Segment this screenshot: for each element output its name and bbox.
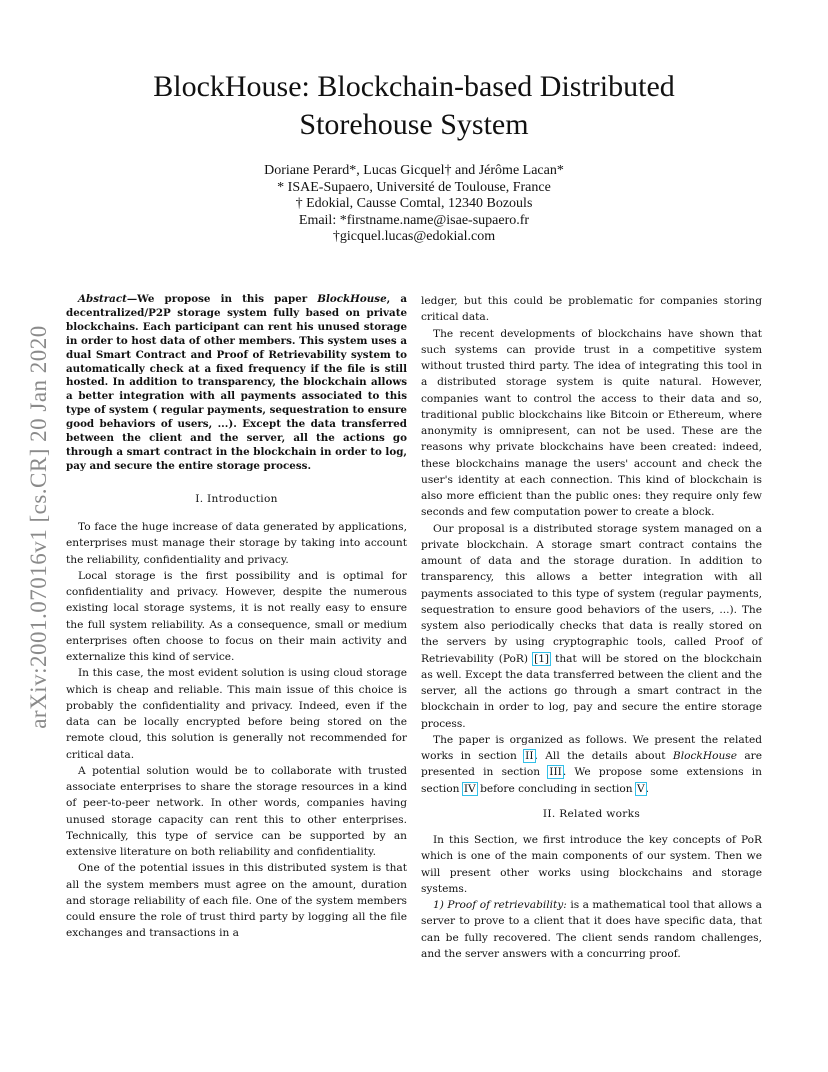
intro-p8-system-name: BlockHouse — [672, 750, 737, 762]
intro-p8-text-a: The paper is organized as follows. We present the related works in section — [421, 733, 762, 762]
intro-paragraph-7 — [421, 521, 762, 732]
abstract — [66, 293, 407, 474]
intro-paragraph-2: Local storage is the first possibility and is optimal for confidentiality and privacy. However, despite the numerous existing local storage systems, it is not really easy to ensure the full system reliability. As a consequence, small or medium enterprises often choose to focus on their main activity and externalize this kind of service. — [66, 569, 407, 664]
email-2: †gicquel.lucas@edokial.com — [332, 229, 496, 244]
intro-paragraph-1: To face the huge increase of data generated by applications, enterprises must manage their storage by taking into account the reliability, confidentiality and privacy. — [66, 521, 407, 566]
arxiv-stamp — [24, 292, 54, 762]
intro-paragraph-8 — [421, 732, 762, 797]
section-heading-introduction: I. Introduction — [195, 492, 278, 505]
citation-link-1[interactable]: [1] — [534, 652, 550, 665]
title-line-2: Storehouse System — [299, 108, 529, 141]
intro-p8-text-e: before concluding in section — [476, 782, 636, 795]
related-subsection-por — [421, 897, 762, 962]
affiliation-1: * ISAE-Supaero, Université de Toulouse, France — [277, 179, 551, 195]
section-heading-related-works: II. Related works — [542, 807, 641, 820]
intro-paragraph-3: In this case, the most evident solution is using cloud storage which is cheap and reliable. This main issue of this choice is probably the confidentiality and privacy. Indeed, even if the data can be locally encrypted before being stored on the remote cloud, this solution is generally not recommended for critical data. — [66, 667, 407, 761]
intro-p7-text-b: that will be stored on the blockchain as well. Except the data transferred between the client and the server, all the actions go through a smart contract in the blockchain in order to log, pay and secure the entire storage process. — [421, 652, 762, 730]
intro-paragraph-6: The recent developments of blockchains have shown that such systems can provide trust in a competitive system without trusted third party. The idea of integrating this tool in a distributed storage system is quite natural. However, companies want to control the access to their data and so, traditional public blockchains like Bitcoin or Ethereum, where anonymity is omnipresent, can not be used. These are the reasons why private blockchains have been created: indeed, these blockchains manage the users' account and check the user's identity at each connection. This kind of blockchain is also more efficient than the public ones: they require only few seconds and few computation power to create a block. — [421, 327, 762, 519]
intro-paragraph-4: A potential solution would be to collaborate with trusted associate enterprises to share the storage resources in a kind of peer-to-peer network. In other words, companies having unused storage capacity can rent this to other enterprises. Technically, this type of service can be supported by an extensive literature on both reliability and confidentiality. — [66, 764, 407, 859]
paper-title — [100, 68, 728, 144]
intro-p7-text-a: Our proposal is a distributed storage system managed on a private blockchain. A storage smart contract contains the amount of data and the storage duration. In addition to transparency, this allows a better integration with all payments associated to this type of system (regular payments, sequestration to ensure good behaviors of the users, ...). The system also periodically checks that data is really stored on the servers by using cryptographic tools, called Proof of Retrievability (PoR) — [421, 522, 762, 665]
intro-p8-text-b: . All the details about — [534, 750, 673, 762]
section-link-iv[interactable]: IV — [463, 782, 476, 795]
intro-p8-text-c: are presented in section — [421, 750, 762, 779]
subsection-label-por: 1) Proof of retrievability: — [433, 899, 567, 911]
section-link-v[interactable]: V — [636, 782, 645, 795]
abstract-label: Abstract — [78, 293, 127, 305]
intro-paragraph-5: One of the potential issues in this distributed system is that all the system members must agree on the amount, duration and storage reliability of each file. One of the system members could ensure the role of trust third party by logging all the file exchanges and transactions in a — [66, 862, 407, 940]
intro-paragraph-5-continued: ledger, but this could be problematic for companies storing critical data. — [421, 295, 762, 324]
left-column — [66, 293, 407, 942]
right-column — [421, 293, 762, 962]
intro-p8-text-f: . — [645, 782, 650, 795]
related-paragraph-1: In this Section, we first introduce the key concepts of PoR which is one of the main components of our system. Then we will present other works using blockchains and storage systems. — [421, 834, 762, 895]
intro-p8-text-d: . We propose some extensions in section — [421, 766, 763, 795]
section-link-iii[interactable]: III — [549, 766, 562, 779]
author-block — [150, 163, 678, 246]
abstract-system-name: BlockHouse — [317, 293, 387, 305]
email-1: Email: *firstname.name@isae-supaero.fr — [298, 212, 530, 228]
title-line-1: BlockHouse: Blockchain-based Distributed — [153, 70, 675, 103]
abstract-text: , a decentralized/P2P storage system fully based on private blockchains. Each participant can rent his unused storage in order to host data of other members. This system uses a dual Smart Contract and Proof of Retrievability system to automatically check at a fixed frequency if the file is still hosted. In addition to transparency, the blockchain allows a better integration with all payments associated to this type of system ( regular payments, sequestration to ensure good behaviors of users, ...). Except the data transferred between the client and the server, all the actions go through a smart contract in the blockchain in order to log, pay and secure the entire storage process. — [66, 293, 407, 472]
abstract-dash: —We propose in this paper — [126, 293, 318, 305]
arxiv-id[interactable]: arXiv:2001.07016v1 [cs.CR] 20 Jan 2020 — [26, 325, 52, 729]
author-names: Doriane Perard*, Lucas Gicquel† and Jérôme Lacan* — [264, 163, 564, 178]
subsection-text-por: is a mathematical tool that allows a server to prove to a client that it does have specific data, that can be fully recovered. The client sends random challenges, and the server answers with a concurring proof. — [421, 899, 762, 960]
section-link-ii[interactable]: II — [525, 750, 534, 762]
affiliation-2: † Edokial, Causse Comtal, 12340 Bozouls — [295, 196, 533, 211]
